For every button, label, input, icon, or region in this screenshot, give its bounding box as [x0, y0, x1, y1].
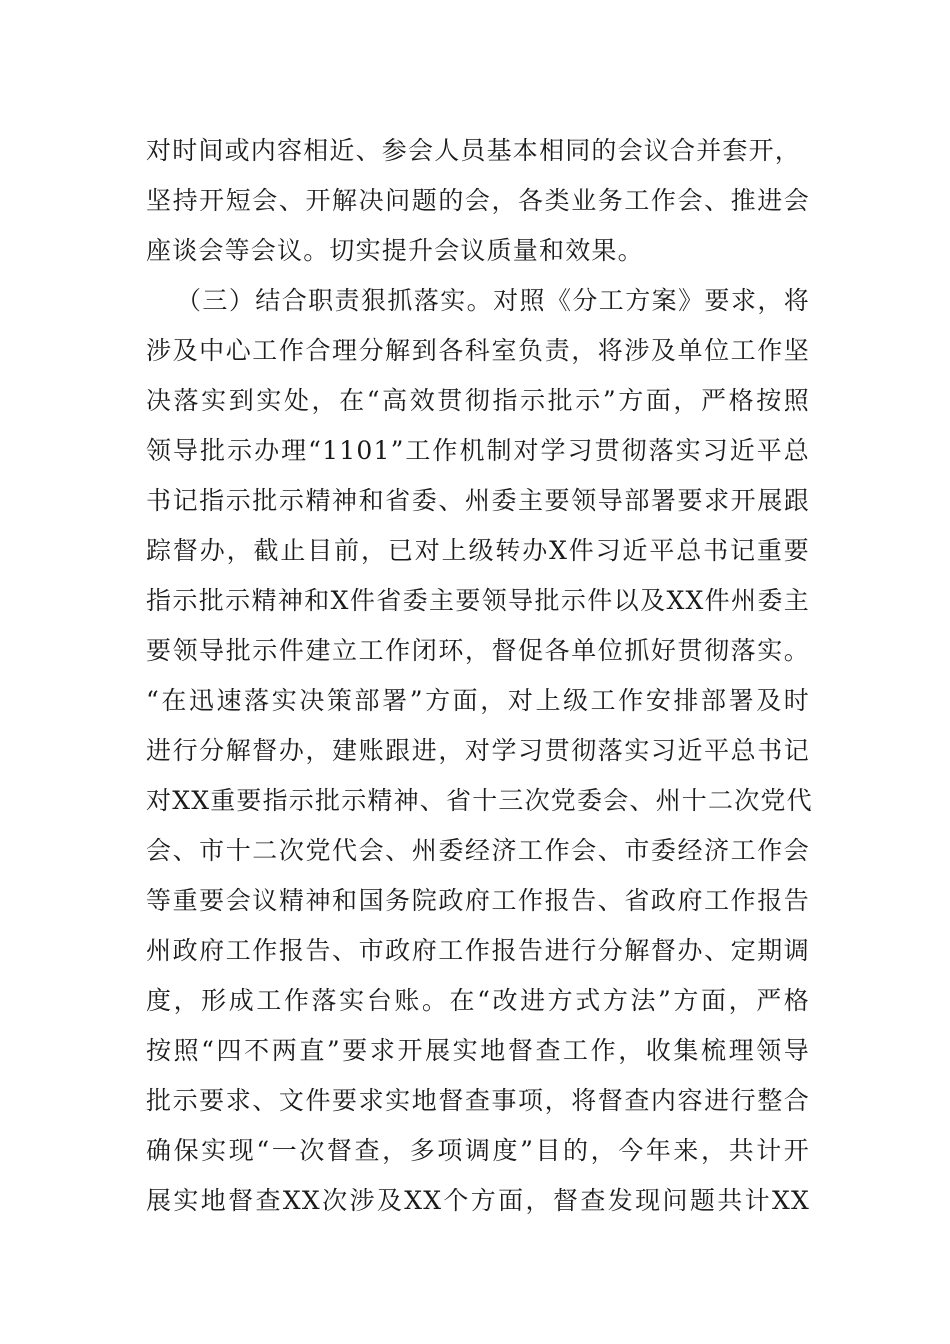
text-line-21: 确保实现“一次督查，多项调度”目的，今年来，共计开: [146, 1136, 810, 1165]
text-line-10: 指示批示精神和X件省委主要领导批示件以及XX件州委主: [146, 586, 810, 615]
text-line-19: 按照“四不两直”要求开展实地督查工作，收集梳理领导: [146, 1036, 810, 1065]
text-line-9: 踪督办，截止目前，已对上级转办X件习近平总书记重要: [146, 536, 810, 565]
text-line-20: 批示要求、文件要求实地督查事项，将督查内容进行整合: [146, 1086, 810, 1115]
text-line-18: 度，形成工作落实台账。在“改进方式方法”方面，严格: [146, 986, 810, 1015]
text-line-5: 涉及中心工作合理分解到各科室负责，将涉及单位工作坚: [146, 336, 810, 365]
text-line-8: 书记指示批示精神和省委、州委主要领导部署要求开展跟: [146, 486, 810, 515]
text-line-12: “在迅速落实决策部署”方面，对上级工作安排部署及时: [146, 686, 810, 715]
text-line-17: 州政府工作报告、市政府工作报告进行分解督办、定期调: [146, 936, 810, 965]
text-line-2: 坚持开短会、开解决问题的会，各类业务工作会、推进会: [146, 186, 810, 215]
text-line-14: 对XX重要指示批示精神、省十三次党委会、州十二次党代: [146, 786, 813, 815]
text-line-16: 等重要会议精神和国务院政府工作报告、省政府工作报告: [146, 886, 810, 915]
text-line-15: 会、市十二次党代会、州委经济工作会、市委经济工作会: [146, 836, 810, 865]
text-line-6: 决落实到实处，在“高效贯彻指示批示”方面，严格按照: [146, 386, 810, 415]
body-text: [146, 126, 813, 1226]
text-line-7: 领导批示办理“1101”工作机制对学习贯彻落实习近平总: [146, 436, 810, 465]
text-line-13: 进行分解督办，建账跟进，对学习贯彻落实习近平总书记: [146, 736, 810, 765]
text-line-3: 座谈会等会议。切实提升会议质量和效果。: [146, 236, 644, 265]
text-line-4: （三）结合职责狠抓落实。对照《分工方案》要求，将: [176, 286, 810, 315]
text-line-22: 展实地督查XX次涉及XX个方面，督查发现问题共计XX: [146, 1186, 810, 1215]
text-line-11: 要领导批示件建立工作闭环，督促各单位抓好贯彻落实。: [146, 636, 810, 665]
text-line-1: 对时间或内容相近、参会人员基本相同的会议合并套开，: [146, 136, 802, 165]
